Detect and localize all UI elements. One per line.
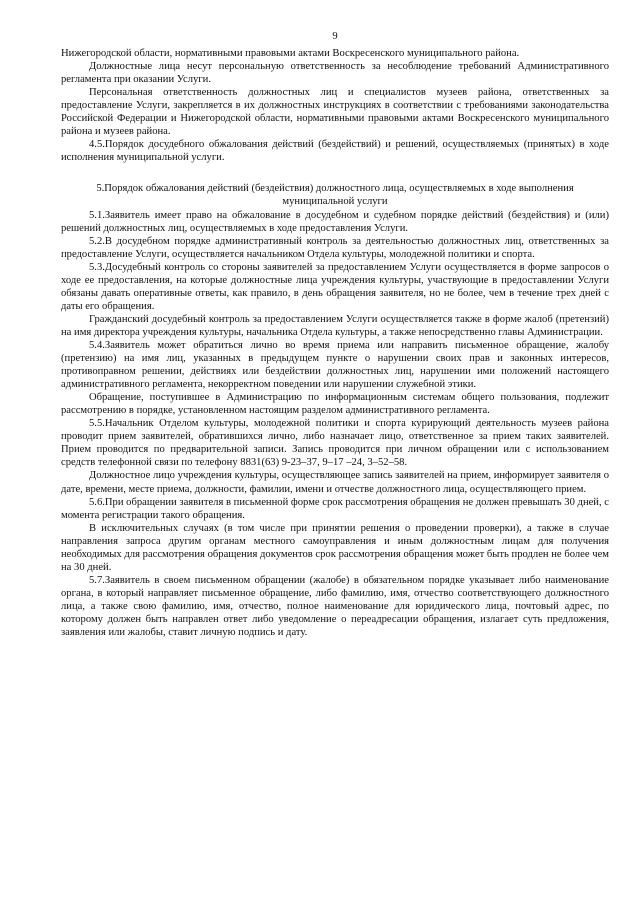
paragraph: 5.7.Заявитель в своем письменном обращении (жалобе) в обязательном порядке указывает либо наименование органа, в который направляет письменное обращение, либо фамилию, имя, отчество соответствующего должностного лица, а также свою фамилию, имя, отчество, полное наименование для юридического лица, почтовый адрес, по которому должен быть направлен ответ либо уведомление о переадресации обращения, излагает суть предложения, заявления или жалобы, ставит личную подпись и дату. [61,574,609,639]
paragraph: 4.5.Порядок досудебного обжалования действий (бездействий) и решений, осуществляемых (принятых) в ходе исполнения муниципальной услуги. [61,139,609,164]
paragraph: В исключительных случаях (в том числе при принятии решения о проведении проверки), а также в случае направления запроса другим органам местного самоуправления и иным должностным лицам для получения необходимых для рассмотрения обращения документов срок рассмотрения обращения может быть продлен не более чем на 30 дней. [61,522,609,573]
page-number: 9 [332,31,338,42]
paragraph: Нижегородской области, нормативными правовыми актами Воскресенского муниципального района. [61,48,520,59]
section-heading: 5.Порядок обжалования действий (бездействия) должностного лица, осуществляемых в ходе выполнения муниципальной услуги [96,183,574,208]
paragraph: Персональная ответственность должностных лиц и специалистов музеев района, ответственных за предоставление Услуги, закрепляется в их должностных инструкциях в соответствии с требованиями законодательства Российской Федерации и Нижегородской области, нормативными правовыми актами Воскресенского муниципального района и музеев района. [61,87,609,138]
paragraph: 5.2.В досудебном порядке административный контроль за деятельностью должностных лиц, ответственных за предоставление Услуги, осуществляется начальником Отдела культуры, молодежной политики и спорта. [61,235,609,260]
paragraph: Должностные лица несут персональную ответственность за несоблюдение требований Административного регламента при оказании Услуги. [61,61,609,86]
paragraph: 5.4.Заявитель может обратиться лично во время приема или направить письменное обращение, жалобу (претензию) на имя лиц, указанных в предыдущем пункте о нарушении своих прав и законных интересов, противоправном решении, действиях или бездействии должностных лиц, нарушении ими положений настоящего административного регламента, некорректном поведении или нарушении служебной этики. [61,339,609,391]
paragraph: Гражданский досудебный контроль за предоставлением Услуги осуществляется также в форме жалоб (претензий) на имя директора учреждения культуры, начальника Отдела культуры, а также непосредственно главы Администрации. [61,313,609,338]
paragraph: 5.5.Начальник Отделом культуры, молодежной политики и спорта курирующий деятельность музеев района проводит прием заявителей, обратившихся лично, либо назначает лицо, ответственное за прием таких заявителей. Прием проводится по предварительной записи. Запись проводится при личном обращении или с использованием средств телефонной связи по телефону 8831(63) 9-23–37, 9–17 –24, 3–52–58. [61,418,609,469]
paragraph: 5.3.Досудебный контроль со стороны заявителей за предоставлением Услуги осуществляется в форме запросов о ходе ее предоставления, на которые должностные лица учреждения культуры, участвующие в предоставлении Услуги обязаны давать оперативные ответы, как правило, в день обращения заявителя, но не более, чем в течение трех дней с даты его обращения. [61,261,609,312]
paragraph: Обращение, поступившее в Администрацию по информационным системам общего пользования, подлежит рассмотрению в порядке, установленном настоящим разделом административного регламента. [61,392,609,417]
section-spacer [61,164,609,182]
paragraph: 5.1.Заявитель имеет право на обжалование в досудебном и судебном порядке действий (бездействия) и (или) решений должностных лиц, осуществляемых в ходе предоставления Услуги. [61,209,609,234]
document-page [61,30,609,639]
paragraph: 5.6.При обращении заявителя в письменной форме срок рассмотрения обращения не должен превышать 30 дней, с момента регистрации такого обращения. [61,496,609,521]
paragraph: Должностное лицо учреждения культуры, осуществляющее запись заявителей на прием, информирует заявителя о дате, времени, месте приема, должности, фамилии, имени и отчестве должностного лица, осуществляющего прием. [61,470,609,495]
